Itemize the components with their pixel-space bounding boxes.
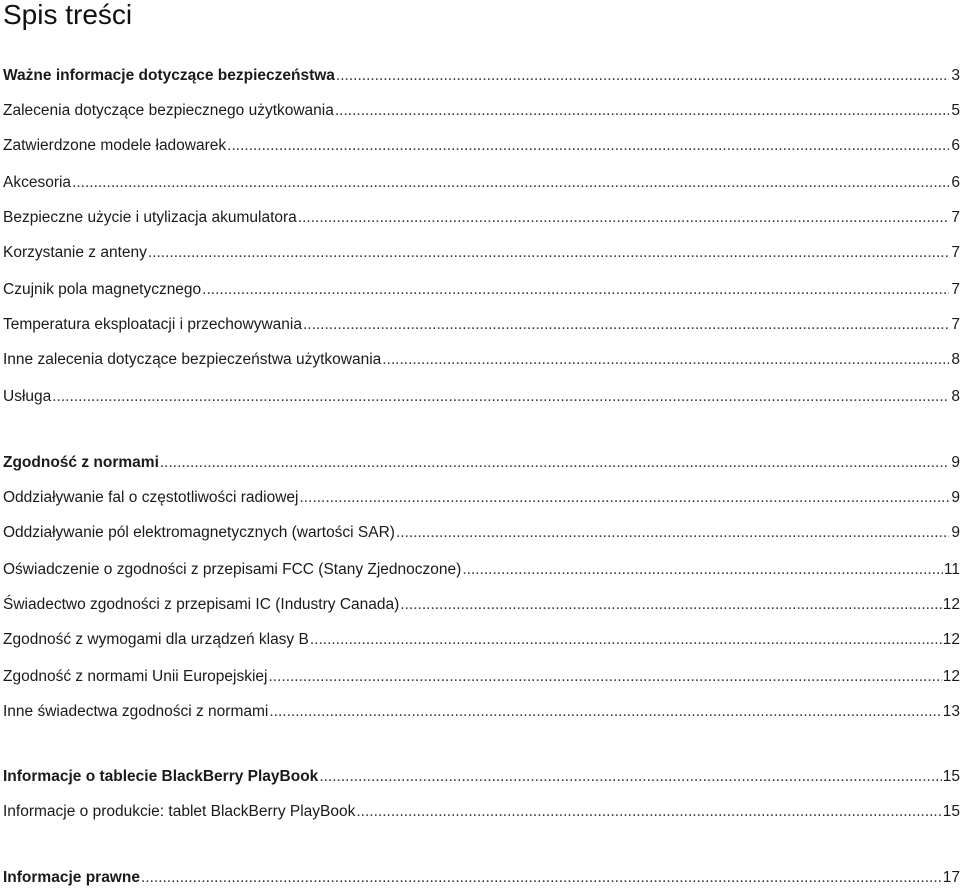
toc-entry-title: Bezpieczne użycie i utylizacja akumulatora [3, 209, 297, 226]
toc-entry-title: Zatwierdzone modele ładowarek [3, 137, 227, 154]
toc-entry[interactable] [3, 593, 960, 615]
toc-page-number: 7 [951, 281, 960, 298]
toc-entry-title: Oddziaływanie pól elektromagnetycznych (wartości SAR) [3, 524, 395, 541]
toc-page-number: 9 [951, 524, 960, 541]
toc-page-number: 3 [951, 67, 960, 84]
toc-entry[interactable] [3, 451, 960, 473]
toc-dot-leader [52, 387, 949, 407]
toc-entry-title: Informacje o tablecie BlackBerry PlayBook [3, 768, 319, 785]
toc-entry[interactable] [3, 385, 960, 407]
toc-dot-leader [141, 868, 942, 888]
toc-dot-leader [336, 66, 949, 86]
toc-entry[interactable] [3, 241, 960, 263]
toc-dot-leader [319, 767, 941, 787]
toc-entry[interactable] [3, 866, 960, 888]
toc-entry-title: Zalecenia dotyczące bezpiecznego użytkowania [3, 102, 334, 119]
toc-page-number: 7 [951, 209, 960, 226]
toc-entry[interactable] [3, 665, 960, 687]
toc-dot-leader [202, 280, 949, 300]
toc-page-number: 6 [951, 174, 960, 191]
toc-entry[interactable] [3, 521, 960, 543]
toc-page-number: 15 [942, 803, 960, 820]
toc-page-number: 6 [951, 137, 960, 154]
toc-entry-title: Inne zalecenia dotyczące bezpieczeństwa użytkowania [3, 351, 382, 368]
toc-page-number: 11 [943, 561, 960, 578]
toc-entry[interactable] [3, 206, 960, 228]
toc-entry-title: Zgodność z normami Unii Europejskiej [3, 668, 268, 685]
toc-entry-title: Informacje o produkcie: tablet BlackBerry PlayBook [3, 803, 356, 820]
toc-entry-title: Oświadczenie o zgodności z przepisami FCC (Stany Zjednoczone) [3, 561, 462, 578]
toc-dot-leader [462, 560, 943, 580]
toc-entry[interactable] [3, 765, 960, 787]
toc-dot-leader [227, 136, 949, 156]
toc-dot-leader [310, 630, 942, 650]
toc-page-number: 7 [951, 316, 960, 333]
toc-page-number: 17 [942, 869, 960, 886]
toc-entry[interactable] [3, 134, 960, 156]
toc-page-number: 8 [951, 351, 960, 368]
toc-dot-leader [382, 350, 949, 370]
toc-page-number: 15 [942, 768, 960, 785]
toc-entry[interactable] [3, 348, 960, 370]
toc-page-number: 13 [942, 703, 960, 720]
toc-dot-leader [335, 101, 949, 121]
toc-dot-leader [300, 488, 950, 508]
toc-page-number: 12 [942, 631, 960, 648]
toc-entry[interactable] [3, 800, 960, 822]
toc-entry-title: Informacje prawne [3, 869, 140, 886]
toc-entry-title: Akcesoria [3, 174, 72, 191]
toc-dot-leader [72, 173, 949, 193]
toc-entry[interactable] [3, 486, 960, 508]
toc-dot-leader [400, 595, 941, 615]
toc-dot-leader [298, 208, 949, 228]
toc-page-number: 8 [951, 388, 960, 405]
toc-entry[interactable] [3, 313, 960, 335]
toc-entry-title: Temperatura eksploatacji i przechowywania [3, 316, 302, 333]
toc-entry[interactable] [3, 700, 960, 722]
toc-page-number: 9 [951, 454, 960, 471]
toc-dot-leader [148, 243, 949, 263]
toc-entry-title: Ważne informacje dotyczące bezpieczeństwa [3, 67, 335, 84]
toc-entry-title: Zgodność z wymogami dla urządzeń klasy B [3, 631, 309, 648]
toc-dot-leader [269, 702, 941, 722]
toc-dot-leader [303, 315, 949, 335]
toc-page-number: 12 [942, 596, 960, 613]
toc-entry-title: Inne świadectwa zgodności z normami [3, 703, 269, 720]
toc-entry[interactable] [3, 558, 960, 580]
toc-entry-title: Usługa [3, 388, 52, 405]
page-title: Spis treści [3, 0, 133, 30]
toc-dot-leader [268, 667, 941, 687]
toc-entry[interactable] [3, 99, 960, 121]
toc-entry-title: Oddziaływanie fal o częstotliwości radiowej [3, 489, 299, 506]
toc-entry[interactable] [3, 278, 960, 300]
toc-entry[interactable] [3, 628, 960, 650]
toc-dot-leader [160, 453, 949, 473]
toc-entry[interactable] [3, 64, 960, 86]
toc-page-number: 5 [951, 102, 960, 119]
toc-entry-title: Czujnik pola magnetycznego [3, 281, 202, 298]
toc-entry-title: Świadectwo zgodności z przepisami IC (Industry Canada) [3, 596, 400, 613]
toc-entry-title: Zgodność z normami [3, 454, 159, 471]
toc-page-number: 7 [951, 244, 960, 261]
table-of-contents [3, 0, 960, 886]
toc-dot-leader [396, 523, 949, 543]
toc-entry[interactable] [3, 171, 960, 193]
toc-page-number: 12 [942, 668, 960, 685]
toc-entry-title: Korzystanie z anteny [3, 244, 147, 261]
toc-dot-leader [356, 802, 941, 822]
toc-page-number: 9 [951, 489, 960, 506]
